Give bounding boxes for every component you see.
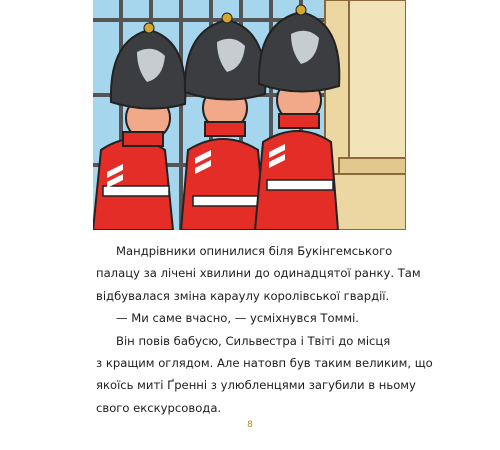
guards-illustration — [93, 0, 406, 230]
text-line: якоїсь миті Ґренні з улюбленцями загубили в ньому — [96, 378, 416, 393]
text-line: Він повів бабусю, Сильвестра і Твіті до місця — [116, 333, 391, 348]
text-line: Мандрівники опинилися біля Букінгемського — [116, 244, 393, 258]
text-line: свого екскурсовода. — [96, 400, 222, 415]
text-line: з кращим оглядом. Але натовп був таким великим, що — [96, 356, 433, 371]
dialogue-line: — Ми саме вчасно, — усміхнувся Томмі. — [116, 311, 359, 326]
page-number: 8 — [247, 420, 253, 430]
guards-drawing — [93, 0, 406, 230]
stone-pillar — [325, 0, 406, 230]
story-text — [96, 240, 433, 419]
text-line: палацу за лічені хвилини до одинадцятої ранку. Там — [96, 266, 421, 281]
text-line: відбувалася зміна караулу королівської гвардії. — [96, 288, 390, 303]
